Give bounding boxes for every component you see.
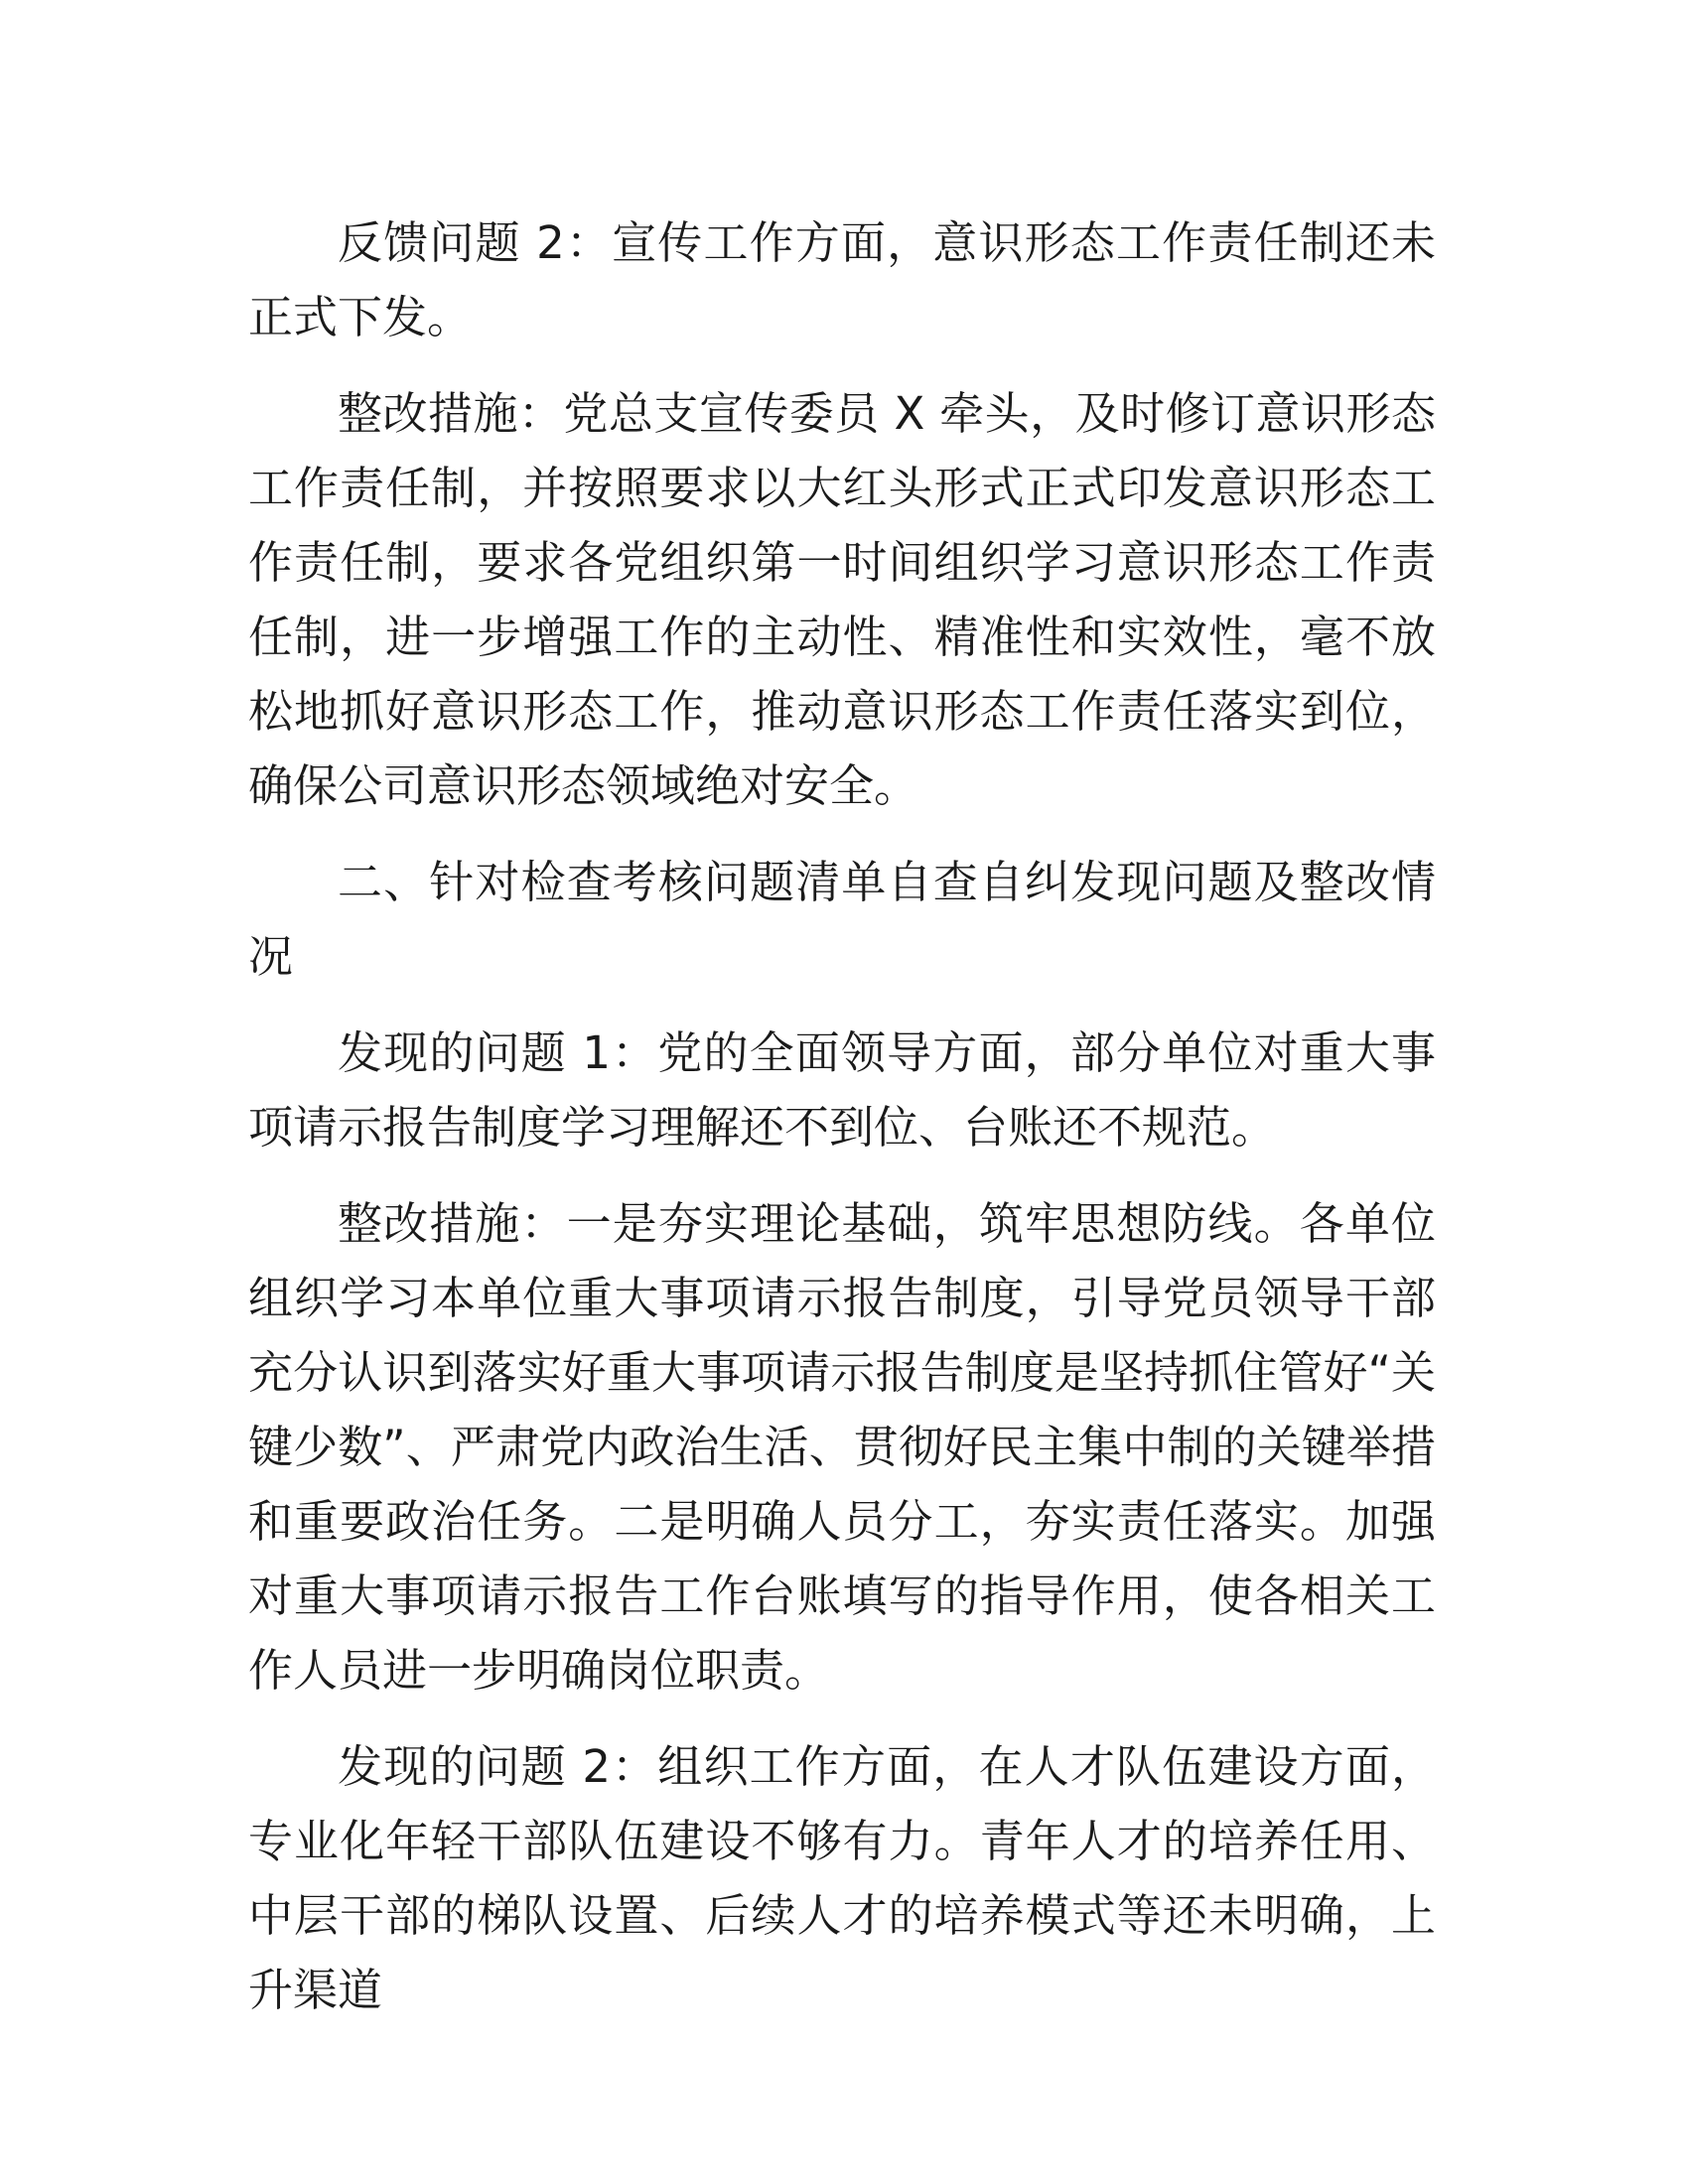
paragraph-found-issue-1: 发现的问题 1：党的全面领导方面，部分单位对重大事项请示报告制度学习理解还不到位、台账还不规范。 [248,1026,1436,1154]
document-body [248,205,1436,2049]
section-heading-2: 二、针对检查考核问题清单自查自纠发现问题及整改情况 [248,856,1436,983]
paragraph-rectification-measures-2: 整改措施：一是夯实理论基础，筑牢思想防线。各单位组织学习本单位重大事项请示报告制度，引导党员领导干部充分认识到落实好重大事项请示报告制度是坚持抓住管好“关键少数”、严肃党内政治生活、贯彻好民主集中制的关键举措和重要政治任务。二是明确人员分工，夯实责任落实。加强对重大事项请示报告工作台账填写的指导作用，使各相关工作人员进一步明确岗位职责。 [248,1197,1436,1697]
paragraph-feedback-issue-2: 反馈问题 2：宣传工作方面，意识形态工作责任制还未正式下发。 [248,216,1436,343]
paragraph-found-issue-2: 发现的问题 2：组织工作方面，在人才队伍建设方面，专业化年轻干部队伍建设不够有力。青年人才的培养任用、中层干部的梯队设置、后续人才的培养模式等还未明确，上升渠道 [248,1740,1436,2016]
paragraph-rectification-measures-1: 整改措施：党总支宣传委员 X 牵头，及时修订意识形态工作责任制，并按照要求以大红头形式正式印发意识形态工作责任制，要求各党组织第一时间组织学习意识形态工作责任制，进一步增强工作的主动性、精准性和实效性，毫不放松地抓好意识形态工作，推动意识形态工作责任落实到位，确保公司意识形态领域绝对安全。 [248,387,1436,812]
